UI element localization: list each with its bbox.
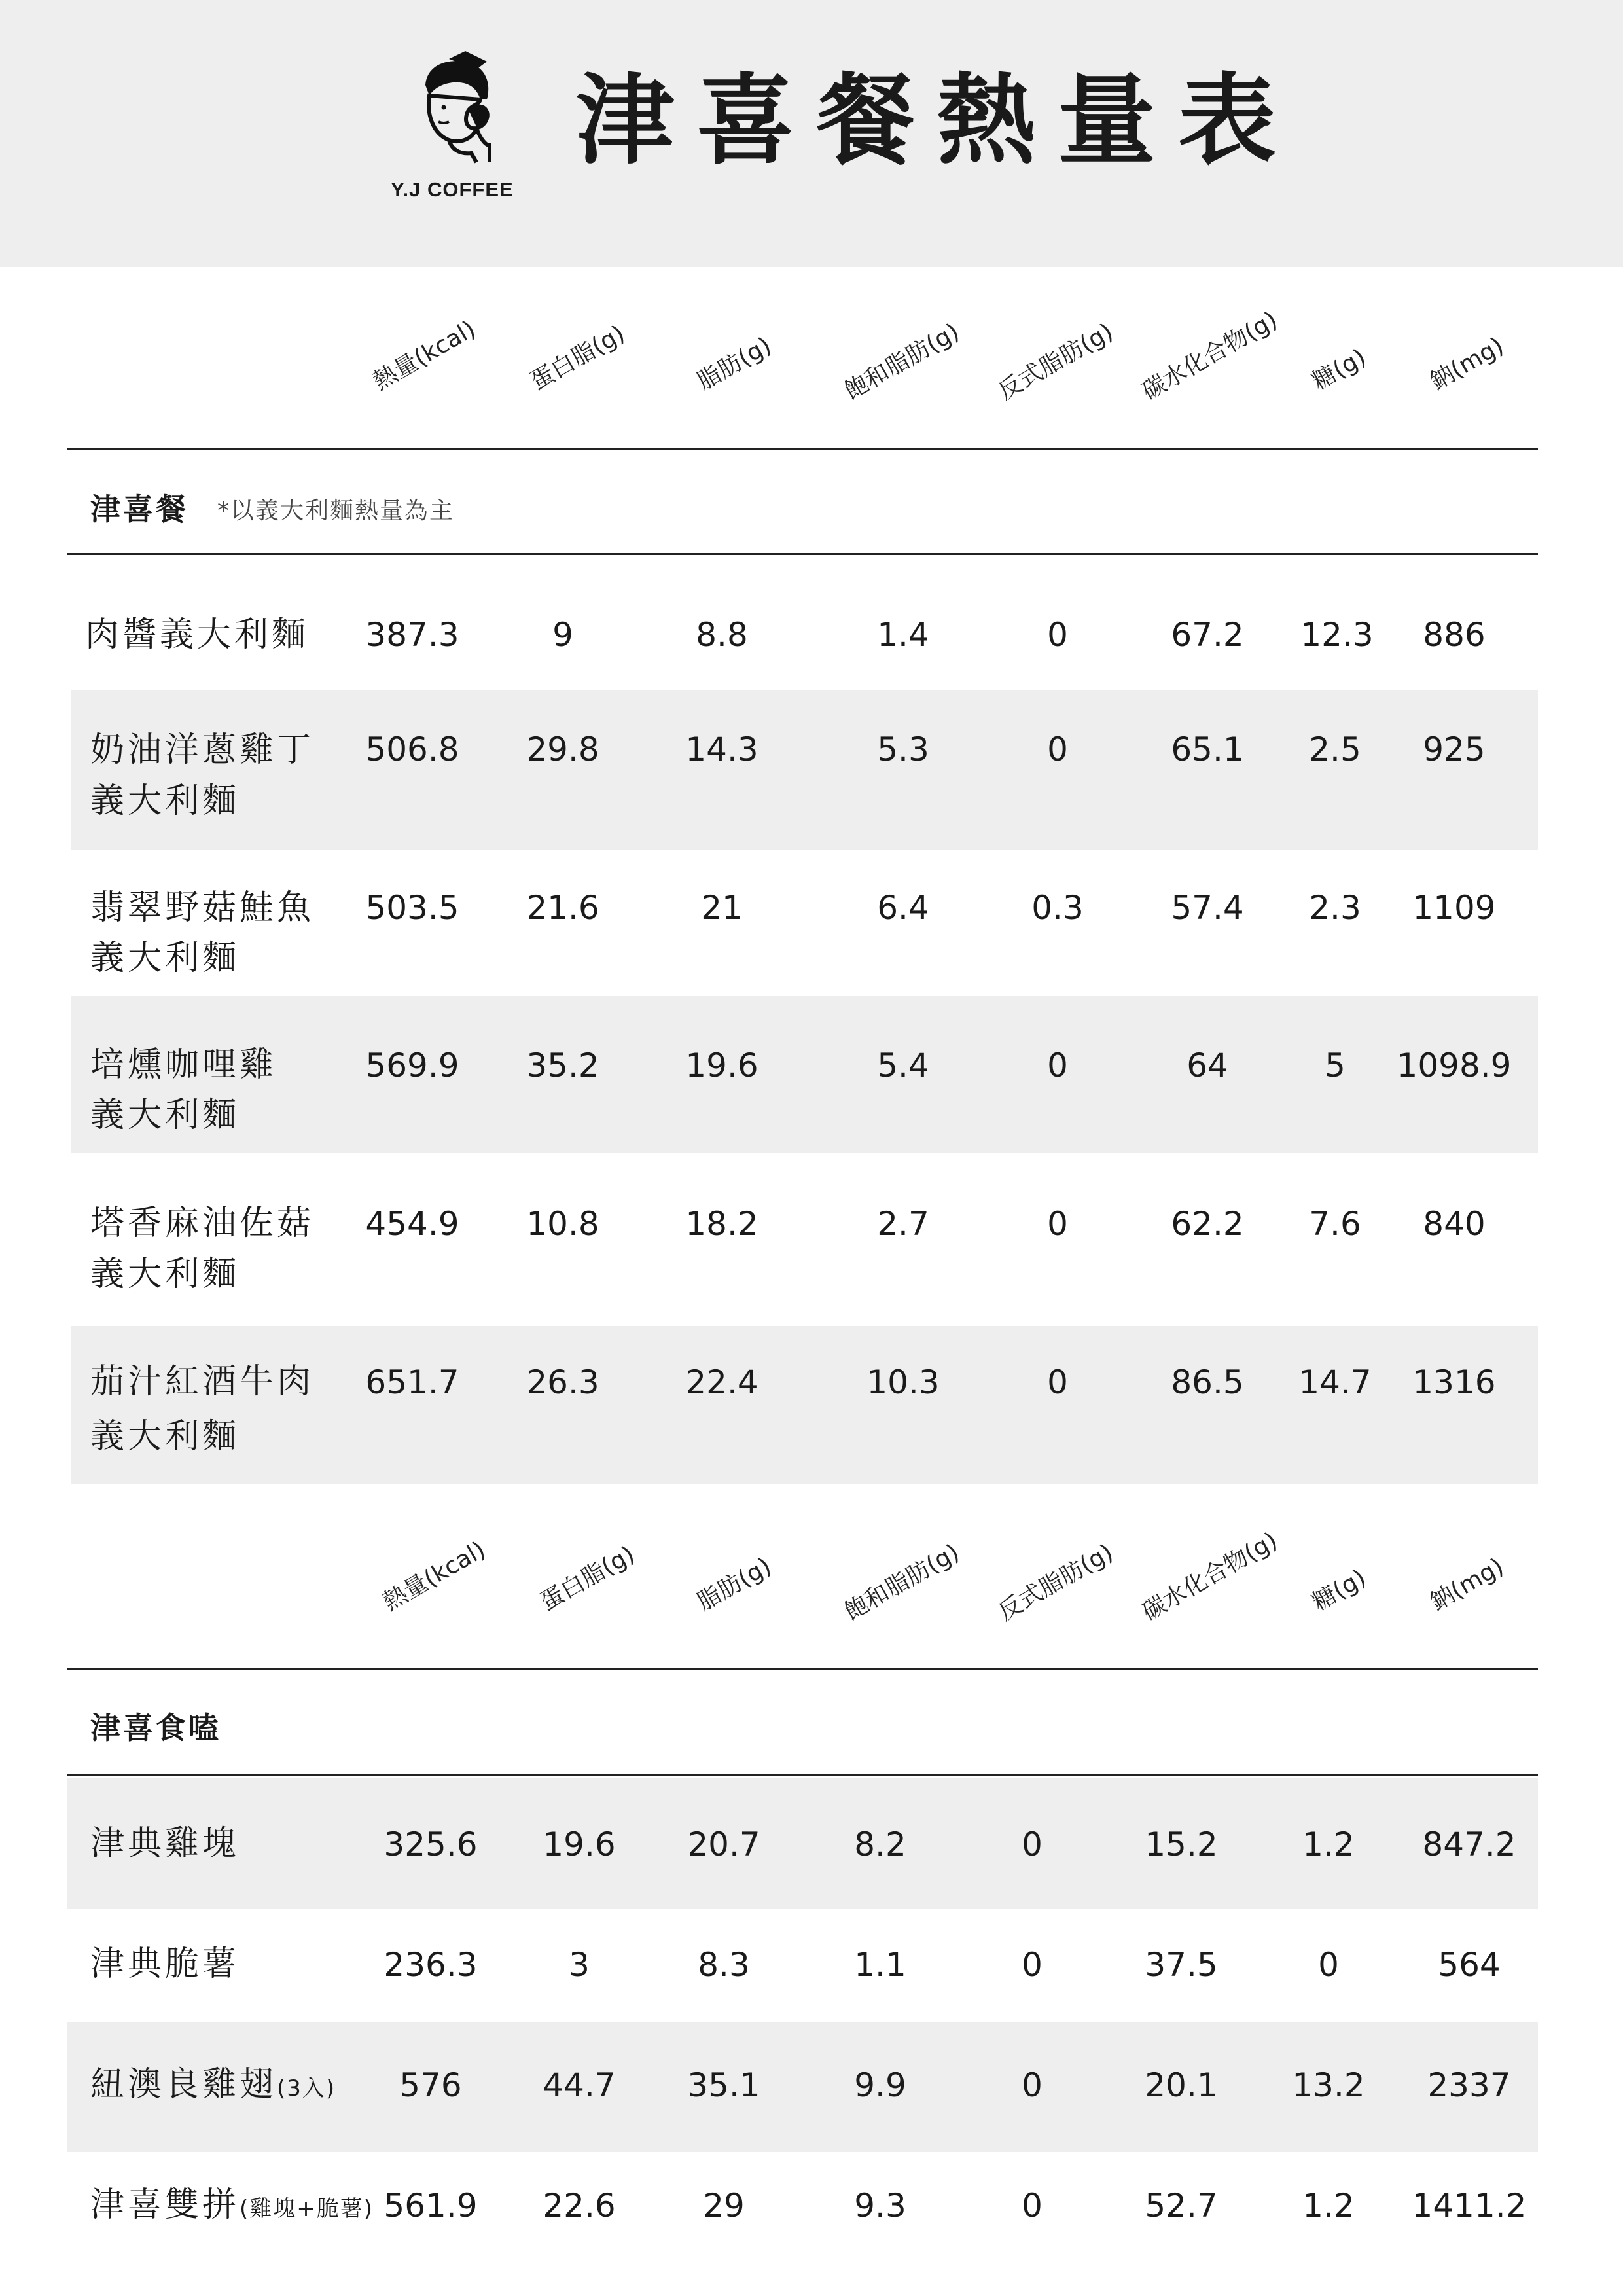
sodium-cell: 1109 — [1412, 889, 1496, 927]
fat-cell: 21 — [701, 889, 743, 927]
item-name-main: 津喜雙拼 — [90, 2185, 240, 2225]
sugar-cell: 5 — [1325, 1047, 1346, 1085]
fat-cell: 29 — [703, 2187, 745, 2225]
item-name: 津典脆薯 — [90, 1945, 240, 1984]
brand-logo — [383, 47, 521, 211]
item-name-line2: 義大利麵 — [90, 781, 240, 821]
item-name: 培燻咖哩雞 — [90, 1045, 277, 1085]
sodium-cell: 1316 — [1412, 1363, 1496, 1401]
mascot-logo-icon — [403, 47, 501, 165]
col-head-saturated-fat: 飽和脂肪(g) — [840, 1539, 964, 1626]
trans-fat-cell: 0 — [1047, 1363, 1068, 1401]
saturated-fat-cell: 6.4 — [877, 889, 929, 927]
col-head-calories: 熱量(kcal) — [378, 1536, 490, 1617]
item-name: 津典雞塊 — [90, 1824, 240, 1863]
carbohydrate-cell: 62.2 — [1171, 1205, 1244, 1243]
col-head-protein: 蛋白脂(g) — [535, 1541, 639, 1617]
item-name: 肉醬義大利麵 — [85, 615, 310, 655]
carbohydrate-cell: 67.2 — [1171, 616, 1244, 654]
sugar-cell: 7.6 — [1309, 1205, 1361, 1243]
saturated-fat-cell: 9.3 — [854, 2187, 906, 2225]
carbohydrate-cell: 64 — [1186, 1047, 1228, 1085]
divider — [67, 448, 1538, 450]
item-name-line2: 義大利麵 — [90, 1417, 240, 1456]
protein-cell: 3 — [569, 1946, 590, 1984]
calories-cell: 454.9 — [365, 1205, 459, 1243]
divider — [67, 1774, 1538, 1776]
fat-cell: 20.7 — [687, 1825, 760, 1863]
sodium-cell: 1411.2 — [1412, 2187, 1527, 2225]
protein-cell: 26.3 — [526, 1363, 599, 1401]
col-head-fat: 脂肪(g) — [692, 1552, 776, 1617]
trans-fat-cell: 0 — [1047, 1047, 1068, 1085]
carbohydrate-cell: 52.7 — [1145, 2187, 1218, 2225]
item-name-line2: 義大利麵 — [90, 1255, 240, 1294]
sugar-cell: 0 — [1318, 1946, 1339, 1984]
sugar-cell: 2.5 — [1309, 730, 1361, 768]
page-title: 津喜餐熱量表 — [576, 64, 1299, 178]
calories-cell: 503.5 — [365, 889, 459, 927]
trans-fat-cell: 0 — [1047, 1205, 1068, 1243]
trans-fat-cell: 0.3 — [1031, 889, 1084, 927]
fat-cell: 18.2 — [685, 1205, 758, 1243]
sugar-cell: 14.7 — [1298, 1363, 1372, 1401]
item-name-line2: 義大利麵 — [90, 1096, 240, 1135]
fat-cell: 19.6 — [685, 1047, 758, 1085]
section-title: 津喜食嗑 — [90, 1710, 221, 1746]
saturated-fat-cell: 10.3 — [866, 1363, 940, 1401]
item-name — [90, 2059, 336, 2114]
carbohydrate-cell: 15.2 — [1145, 1825, 1218, 1863]
sodium-cell: 2337 — [1427, 2066, 1511, 2104]
protein-cell: 21.6 — [526, 889, 599, 927]
item-name: 翡翠野菇鮭魚 — [90, 888, 315, 927]
fat-cell: 22.4 — [685, 1363, 758, 1401]
item-name-main: 紐澳良雞翅 — [90, 2065, 277, 2104]
carbohydrate-cell: 57.4 — [1171, 889, 1244, 927]
saturated-fat-cell: 5.3 — [877, 730, 929, 768]
saturated-fat-cell: 8.2 — [854, 1825, 906, 1863]
saturated-fat-cell: 1.4 — [877, 616, 929, 654]
calories-cell: 651.7 — [365, 1363, 459, 1401]
col-head-sugar: 糖(g) — [1308, 1564, 1371, 1617]
sodium-cell: 925 — [1423, 730, 1486, 768]
brand-name: Y.J COFFEE — [391, 178, 514, 201]
page-header — [0, 0, 1623, 267]
carbohydrate-cell: 86.5 — [1171, 1363, 1244, 1401]
col-head-sugar: 糖(g) — [1308, 344, 1371, 396]
item-name: 茄汁紅酒牛肉 — [90, 1362, 315, 1401]
col-head-sodium: 鈉(mg) — [1425, 1552, 1508, 1617]
sugar-cell: 2.3 — [1309, 889, 1361, 927]
fat-cell: 35.1 — [687, 2066, 760, 2104]
col-head-protein: 蛋白脂(g) — [526, 320, 630, 396]
protein-cell: 29.8 — [526, 730, 599, 768]
col-head-carbohydrate: 碳水化合物(g) — [1137, 306, 1283, 406]
protein-cell: 35.2 — [526, 1047, 599, 1085]
calories-cell: 325.6 — [383, 1825, 478, 1863]
item-name-qualifier: (3入) — [277, 2075, 336, 2102]
calories-cell: 506.8 — [365, 730, 459, 768]
col-head-sodium: 鈉(mg) — [1425, 332, 1508, 396]
carbohydrate-cell: 37.5 — [1145, 1946, 1218, 1984]
calories-cell: 236.3 — [383, 1946, 478, 1984]
fat-cell: 8.3 — [698, 1946, 750, 1984]
trans-fat-cell: 0 — [1047, 616, 1068, 654]
col-head-calories: 熱量(kcal) — [368, 315, 480, 396]
trans-fat-cell: 0 — [1022, 1825, 1043, 1863]
col-head-trans-fat: 反式脂肪(g) — [993, 318, 1118, 406]
protein-cell: 22.6 — [543, 2187, 616, 2225]
carbohydrate-cell: 20.1 — [1145, 2066, 1218, 2104]
protein-cell: 10.8 — [526, 1205, 599, 1243]
saturated-fat-cell: 9.9 — [854, 2066, 906, 2104]
sodium-cell: 564 — [1438, 1946, 1501, 1984]
sodium-cell: 840 — [1423, 1205, 1486, 1243]
saturated-fat-cell: 2.7 — [877, 1205, 929, 1243]
saturated-fat-cell: 5.4 — [877, 1047, 929, 1085]
sugar-cell: 1.2 — [1302, 2187, 1355, 2225]
sodium-cell: 1098.9 — [1397, 1047, 1512, 1085]
sugar-cell: 1.2 — [1302, 1825, 1355, 1863]
saturated-fat-cell: 1.1 — [854, 1946, 906, 1984]
divider — [67, 1668, 1538, 1670]
sugar-cell: 13.2 — [1292, 2066, 1365, 2104]
sodium-cell: 847.2 — [1422, 1825, 1516, 1863]
trans-fat-cell: 0 — [1022, 1946, 1043, 1984]
item-name: 奶油洋蔥雞丁 — [90, 730, 315, 770]
trans-fat-cell: 0 — [1022, 2066, 1043, 2104]
col-head-trans-fat: 反式脂肪(g) — [993, 1539, 1118, 1626]
section-title: 津喜餐 — [90, 492, 188, 527]
fat-cell: 14.3 — [685, 730, 758, 768]
carbohydrate-cell: 65.1 — [1171, 730, 1244, 768]
sodium-cell: 886 — [1423, 616, 1486, 654]
sugar-cell: 12.3 — [1300, 616, 1374, 654]
protein-cell: 9 — [552, 616, 573, 654]
section-note: *以義大利麵熱量為主 — [217, 497, 455, 524]
calories-cell: 561.9 — [383, 2187, 478, 2225]
item-name: 塔香麻油佐菇 — [90, 1204, 315, 1243]
calories-cell: 569.9 — [365, 1047, 459, 1085]
calories-cell: 387.3 — [365, 616, 459, 654]
col-head-fat: 脂肪(g) — [692, 332, 776, 396]
item-name-line2: 義大利麵 — [90, 939, 240, 978]
divider — [67, 553, 1538, 555]
item-name — [90, 2179, 374, 2234]
fat-cell: 8.8 — [696, 616, 748, 654]
protein-cell: 19.6 — [543, 1825, 616, 1863]
col-head-carbohydrate: 碳水化合物(g) — [1137, 1527, 1283, 1626]
trans-fat-cell: 0 — [1022, 2187, 1043, 2225]
trans-fat-cell: 0 — [1047, 730, 1068, 768]
item-name-qualifier: (雞塊+脆薯) — [240, 2196, 374, 2222]
calories-cell: 576 — [399, 2066, 462, 2104]
col-head-saturated-fat: 飽和脂肪(g) — [840, 318, 964, 406]
protein-cell: 44.7 — [543, 2066, 616, 2104]
